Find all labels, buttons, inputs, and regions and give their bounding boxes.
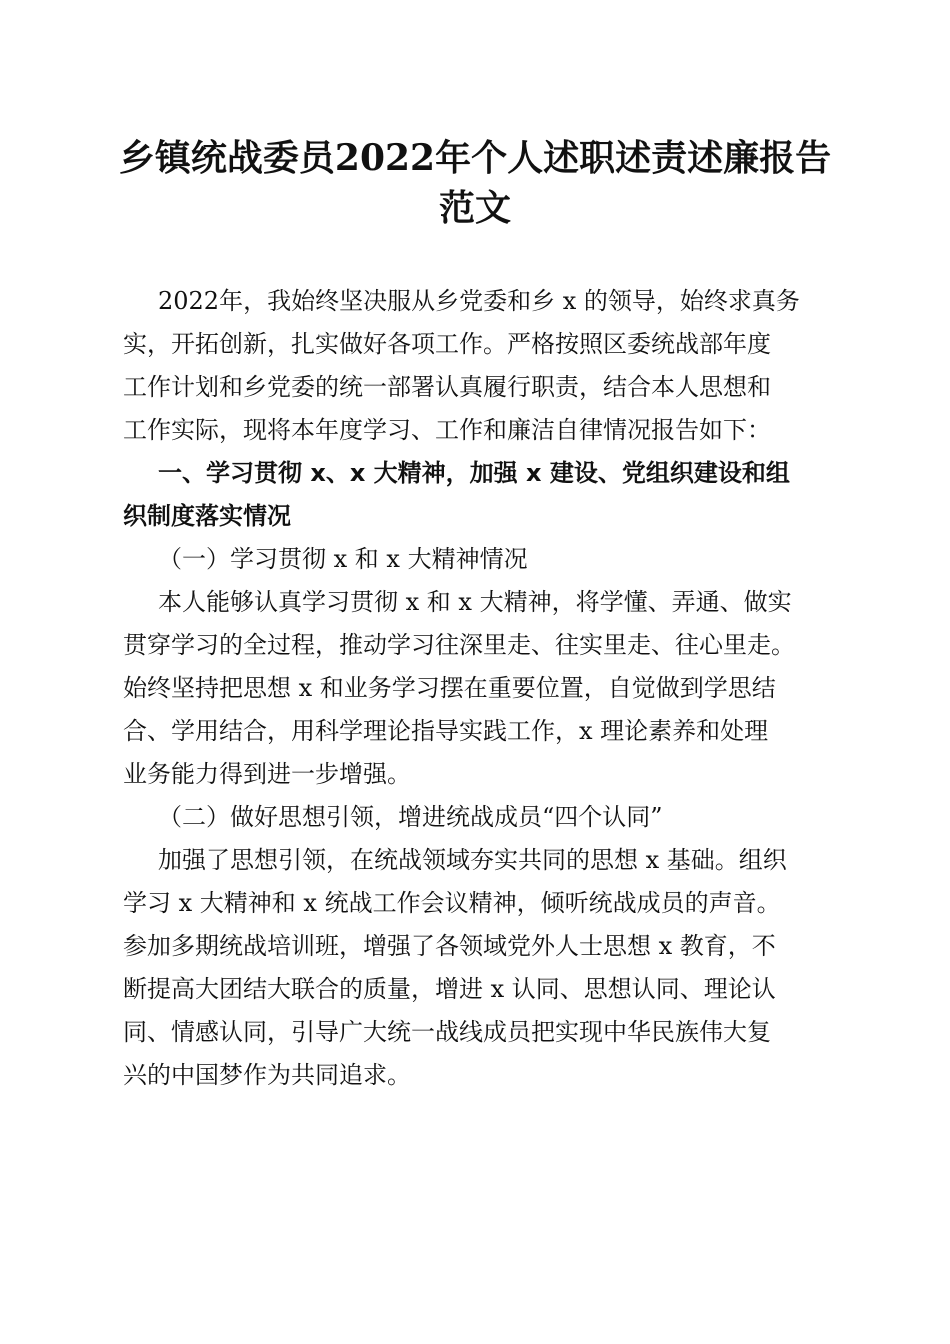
text-line: 2022年，我始终坚决服从乡党委和乡 x 的领导，始终求真务 [158, 287, 800, 315]
section-heading [123, 452, 828, 538]
text-line: 加强了思想引领，在统战领域夯实共同的思想 x 基础。组织 [158, 846, 787, 874]
text-line: 本人能够认真学习贯彻 x 和 x 大精神，将学懂、弄通、做实 [158, 588, 792, 616]
text-line: 实，开拓创新，扎实做好各项工作。严格按照区委统战部年度 [123, 330, 771, 358]
document-body [123, 280, 828, 1097]
text-line: 学习 x 大精神和 x 统战工作会议精神，倾听统战成员的声音。 [123, 889, 781, 917]
text-line: 工作实际，现将本年度学习、工作和廉洁自律情况报告如下： [123, 416, 771, 444]
text-line: 参加多期统战培训班，增强了各领域党外人士思想 x 教育，不 [123, 932, 776, 960]
paragraph-intro [123, 280, 828, 452]
heading-line: （二）做好思想引领，增进统战成员“四个认同” [158, 803, 663, 831]
text-line: 工作计划和乡党委的统一部署认真履行职责，结合本人思想和 [123, 373, 771, 401]
text-line: 断提高大团结大联合的质量，增进 x 认同、思想认同、理论认 [123, 975, 776, 1003]
heading-line: （一）学习贯彻 x 和 x 大精神情况 [158, 545, 528, 573]
paragraph-guidance [123, 839, 828, 1097]
text-line: 合、学用结合，用科学理论指导实践工作，x 理论素养和处理 [123, 717, 769, 745]
text-line: 贯穿学习的全过程，推动学习往深里走、往实里走、往心里走。 [123, 631, 795, 659]
heading-line: 一、学习贯彻 x、x 大精神，加强 x 建设、党组织建设和组 [158, 459, 790, 487]
text-line: 业务能力得到进一步增强。 [123, 760, 411, 788]
heading-line: 织制度落实情况 [123, 502, 291, 530]
title-line: 范文 [438, 187, 511, 229]
text-line: 始终坚持把思想 x 和业务学习摆在重要位置，自觉做到学思结 [123, 674, 776, 702]
text-line: 兴的中国梦作为共同追求。 [123, 1061, 411, 1089]
document-title [110, 133, 840, 233]
text-line: 同、情感认同，引导广大统一战线成员把实现中华民族伟大复 [123, 1018, 771, 1046]
title-line: 乡镇统战委员2022年个人述职述责述廉报告 [118, 137, 832, 179]
subsection-heading [123, 538, 828, 581]
subsection-heading [123, 796, 828, 839]
paragraph-study [123, 581, 828, 796]
